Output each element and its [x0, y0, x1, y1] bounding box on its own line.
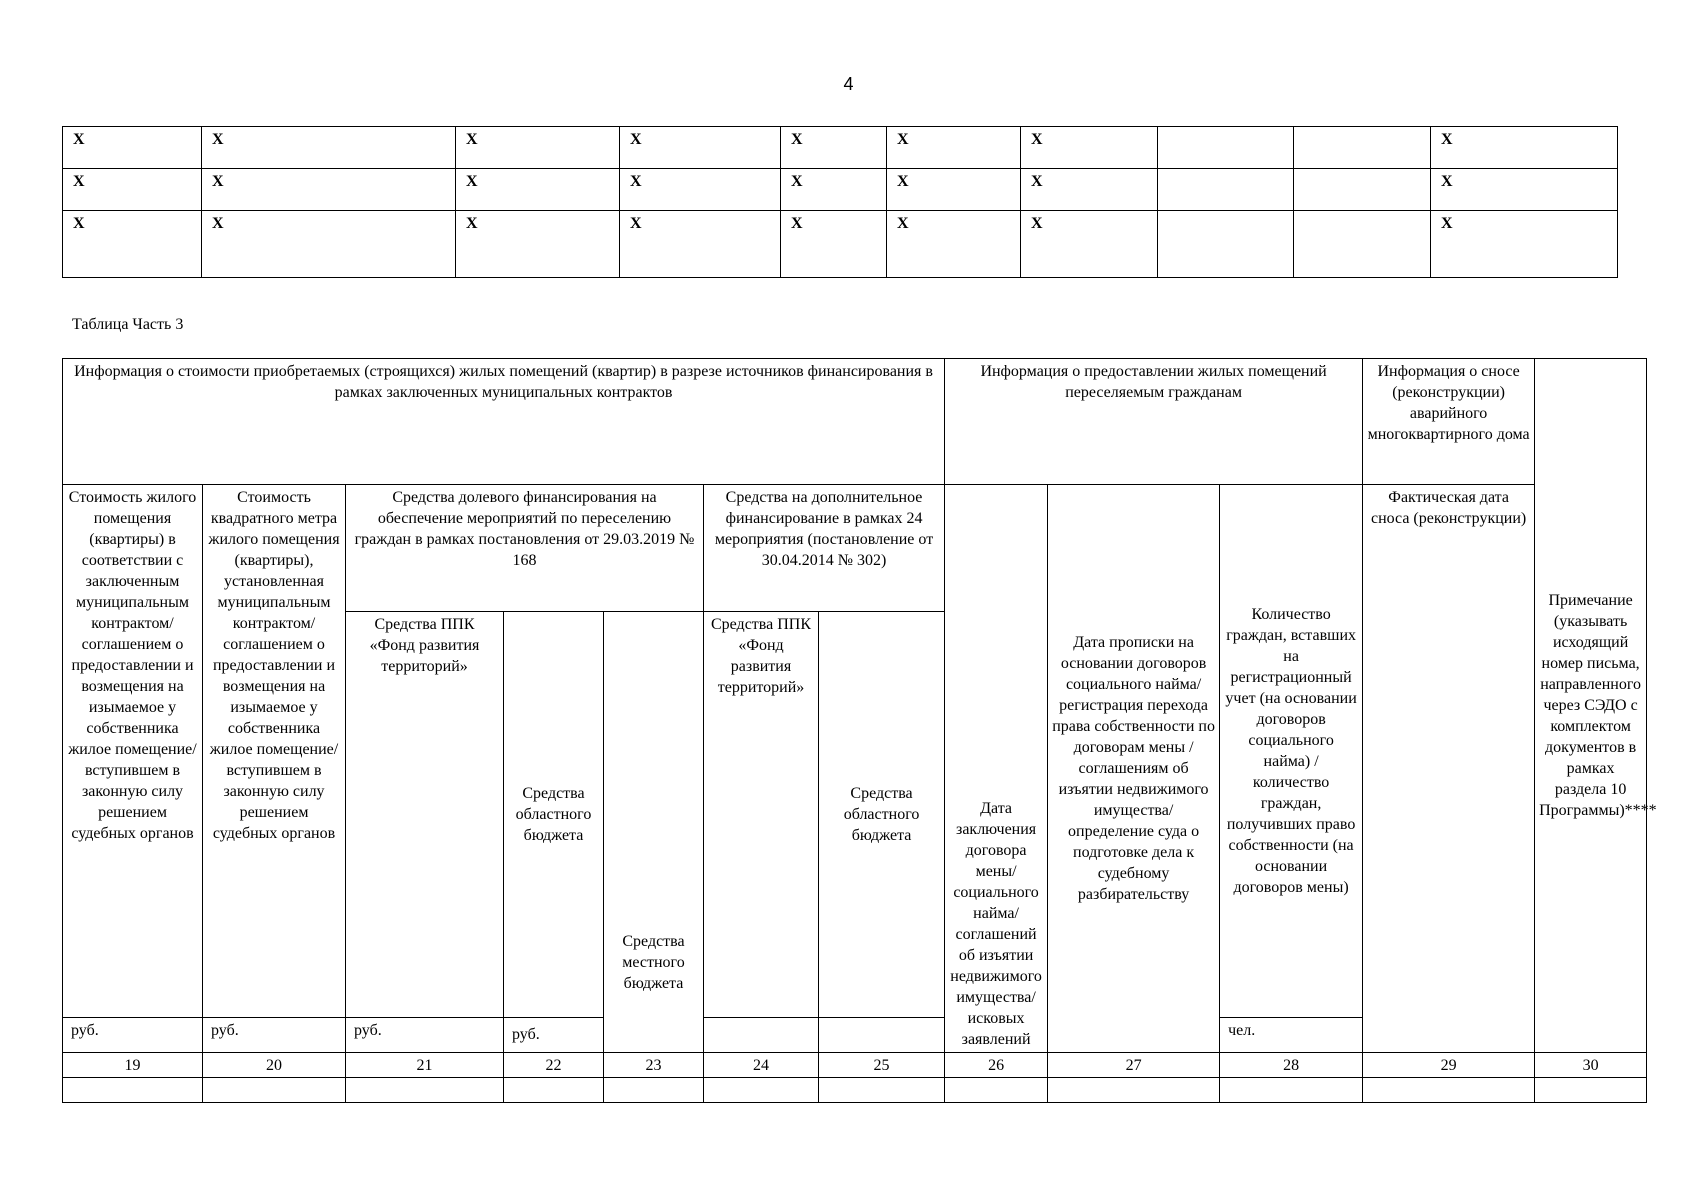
table-cell: X	[620, 169, 781, 211]
unit-col-21: руб.	[346, 1018, 504, 1053]
column-number: 22	[504, 1053, 604, 1078]
table-cell: X	[781, 211, 887, 278]
column-number: 29	[1363, 1053, 1535, 1078]
header-additional-funds: Средства на дополнительное финансирование в рамках 24 мероприятия (постановление от 30.04.2014 № 302)	[704, 485, 945, 612]
table-cell	[504, 1078, 604, 1103]
table-cell: X	[1431, 127, 1618, 169]
table-cell: X	[1431, 169, 1618, 211]
page-number: 4	[843, 74, 854, 94]
column-number: 26	[945, 1053, 1048, 1078]
table-cell: X	[1021, 211, 1158, 278]
table-cell: X	[202, 211, 456, 278]
unit-col-19: руб.	[63, 1018, 203, 1053]
group-header-cost: Информация о стоимости приобретаемых (строящихся) жилых помещений (квартир) в разрезе источников финансирования в рамках заключенных муниципальных контрактов	[63, 359, 945, 485]
header-shared-funds: Средства долевого финансирования на обеспечение мероприятий по переселению граждан в рамках постановления от 29.03.2019 № 168	[346, 485, 704, 612]
table-row	[63, 127, 1618, 169]
table-cell	[1158, 169, 1294, 211]
column-number: 27	[1048, 1053, 1220, 1078]
column-number: 25	[819, 1053, 945, 1078]
column-number: 24	[704, 1053, 819, 1078]
data-row	[63, 1078, 1647, 1103]
table-cell	[945, 1078, 1048, 1103]
header-col-30: Примечание (указывать исходящий номер письма, направленного через СЭДО с комплектом документов в рамках раздела 10 Программы)****	[1535, 359, 1647, 1053]
header-col-19: Стоимость жилого помещения (квартиры) в соответствии с заключенным муниципальным контрактом/соглашением о предоставлении и возмещения на изымаемое у собственника жилое помещение/вступившем в законную силу решением судебных органов	[63, 485, 203, 1018]
table-caption: Таблица Часть 3	[72, 316, 184, 333]
header-col-22: Средства областного бюджета	[504, 612, 604, 1018]
table-cell: X	[456, 169, 620, 211]
table-part-3	[62, 358, 1657, 1103]
table-cell	[1363, 1078, 1535, 1103]
table-cell: X	[1021, 169, 1158, 211]
table-cell: X	[63, 211, 202, 278]
table-cell: X	[781, 169, 887, 211]
table-cell: X	[887, 169, 1021, 211]
table-cell	[1158, 127, 1294, 169]
group-header-demolition: Информация о сносе (реконструкции) аварийного многоквартирного дома	[1363, 359, 1535, 485]
table-cell	[1535, 1078, 1647, 1103]
column-number: 28	[1220, 1053, 1363, 1078]
column-number: 23	[604, 1053, 704, 1078]
header-col-26: Дата заключения договора мены/социального найма/соглашений об изъятии недвижимого имущества/исковых заявлений	[945, 485, 1048, 1053]
table-cell	[63, 1078, 203, 1103]
table-cell: X	[63, 127, 202, 169]
unit-col-28: чел.	[1220, 1018, 1363, 1053]
table-cell: X	[1021, 127, 1158, 169]
table-cell	[604, 1078, 704, 1103]
table-cell: X	[456, 211, 620, 278]
table-cell: X	[202, 127, 456, 169]
header-col-27: Дата прописки на основании договоров социального найма/регистрация перехода права собственности по договорам мены /соглашениям об изъятии недвижимого имущества/ определение суда о подготовке дела к судебному разбирательству	[1048, 485, 1220, 1053]
table-cell: X	[620, 211, 781, 278]
table-cell	[819, 1078, 945, 1103]
unit-col-20: руб.	[203, 1018, 346, 1053]
unit-col-24	[704, 1018, 819, 1053]
table-cell: X	[781, 127, 887, 169]
group-header-provision: Информация о предоставлении жилых помещений переселяемым гражданам	[945, 359, 1363, 485]
table-cell: X	[456, 127, 620, 169]
table-cell: X	[620, 127, 781, 169]
table-cell	[203, 1078, 346, 1103]
table-cell	[1294, 127, 1431, 169]
column-number: 30	[1535, 1053, 1647, 1078]
header-col-28: Количество граждан, вставших на регистрационный учет (на основании договоров социального найма) / количество граждан, получивших право собственности (на основании договоров мены)	[1220, 485, 1363, 1018]
continuation-table	[62, 126, 1618, 278]
table-row	[63, 169, 1618, 211]
header-col-25: Средства областного бюджета	[819, 612, 945, 1018]
table-row	[63, 211, 1618, 278]
table-cell: X	[63, 169, 202, 211]
unit-col-25	[819, 1018, 945, 1053]
column-number: 20	[203, 1053, 346, 1078]
header-col-23: Средства местного бюджета	[604, 612, 704, 1053]
table-cell	[1048, 1078, 1220, 1103]
table-cell: X	[887, 127, 1021, 169]
header-col-24: Средства ППК «Фонд развития территорий»	[704, 612, 819, 1018]
table-cell	[704, 1078, 819, 1103]
table-cell	[346, 1078, 504, 1103]
header-col-29: Фактическая дата сноса (реконструкции)	[1363, 485, 1535, 1053]
unit-col-22: руб.	[504, 1018, 604, 1053]
table-cell: X	[202, 169, 456, 211]
table-cell: X	[887, 211, 1021, 278]
header-col-21: Средства ППК «Фонд развития территорий»	[346, 612, 504, 1018]
table-cell: X	[1431, 211, 1618, 278]
column-number-row	[63, 1053, 1647, 1078]
table-cell	[1158, 211, 1294, 278]
table-cell	[1294, 211, 1431, 278]
table-cell	[1294, 169, 1431, 211]
table-cell	[1220, 1078, 1363, 1103]
column-number: 19	[63, 1053, 203, 1078]
column-number: 21	[346, 1053, 504, 1078]
header-col-20: Стоимость квадратного метра жилого помещения (квартиры), установленная муниципальным контрактом/соглашением о предоставлении и возмещения на изымаемое у собственника жилое помещение/вступившем в законную силу решением судебных органов	[203, 485, 346, 1018]
